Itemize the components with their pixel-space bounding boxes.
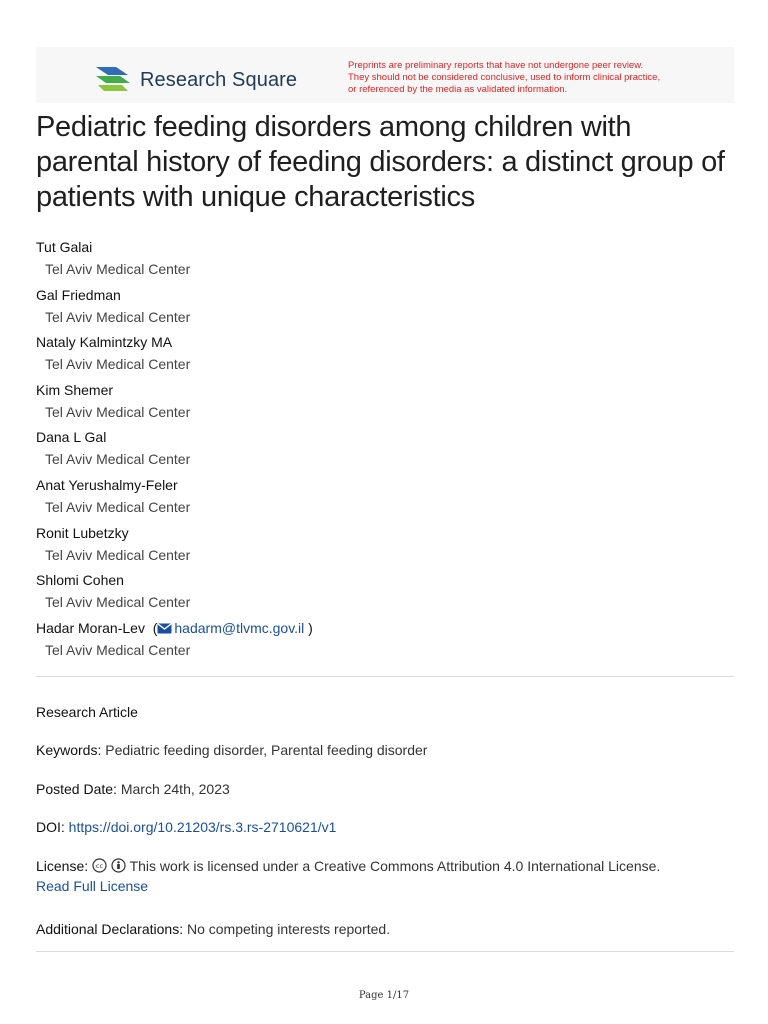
author-affiliation: Tel Aviv Medical Center xyxy=(45,451,191,468)
posted-date-value: March 24th, 2023 xyxy=(120,781,230,797)
research-square-logo-icon xyxy=(94,65,132,93)
author-item xyxy=(36,427,736,475)
doi-label: DOI: xyxy=(36,819,65,835)
keywords-value: Pediatric feeding disorder, Parental feeding disorder xyxy=(105,742,428,758)
envelope-icon xyxy=(157,623,172,634)
article-type xyxy=(36,702,736,722)
author-item xyxy=(36,475,736,523)
posted-date-row xyxy=(36,779,736,799)
author-affiliation: Tel Aviv Medical Center xyxy=(45,594,191,611)
author-item xyxy=(36,237,736,285)
article-title: Pediatric feeding disorders among children with parental history of feeding disorders: a distinct group of patients with unique characteristics xyxy=(36,111,725,213)
declarations-row xyxy=(36,919,736,939)
author-affiliation: Tel Aviv Medical Center xyxy=(45,356,191,373)
keywords-label: Keywords: xyxy=(36,742,102,758)
author-name: Nataly Kalmintzky MA xyxy=(36,334,173,351)
preprint-disclaimer: Preprints are preliminary reports that have not undergone peer review. They should not be considered conclusive, used to inform clinical practice, or referenced by the media as validated information. xyxy=(348,60,661,95)
svg-text:cc: cc xyxy=(95,862,104,871)
author-name: Kim Shemer xyxy=(36,381,114,398)
brand-name: Research Square xyxy=(140,69,298,91)
author-affiliation: Tel Aviv Medical Center xyxy=(45,403,191,420)
email-close-paren: ) xyxy=(304,619,313,636)
email-open-paren: ( xyxy=(148,619,158,636)
license-text: This work is licensed under a Creative Commons Attribution 4.0 International License. xyxy=(129,858,661,874)
declarations-label: Additional Declarations: xyxy=(36,921,184,937)
author-affiliation: Tel Aviv Medical Center xyxy=(45,308,191,325)
author-item xyxy=(36,285,736,333)
author-affiliation: Tel Aviv Medical Center xyxy=(45,498,191,515)
doi-link[interactable]: https://doi.org/10.21203/rs.3.rs-2710621/v1 xyxy=(68,819,337,835)
header-banner xyxy=(36,47,734,103)
author-affiliation: Tel Aviv Medical Center xyxy=(45,546,191,563)
author-list xyxy=(36,237,736,665)
read-full-license-link[interactable]: Read Full License xyxy=(36,878,149,894)
declarations-value: No competing interests reported. xyxy=(186,921,391,937)
author-item xyxy=(36,618,736,666)
author-name: Ronit Lubetzky xyxy=(36,524,129,541)
author-name: Gal Friedman xyxy=(36,286,121,303)
creative-commons-icon xyxy=(92,858,107,873)
author-name: Shlomi Cohen xyxy=(36,572,124,589)
divider-bottom xyxy=(36,951,734,952)
author-item xyxy=(36,523,736,571)
posted-date-label: Posted Date: xyxy=(36,781,117,797)
author-item xyxy=(36,332,736,380)
author-email-link[interactable]: hadarm@tlvmc.gov.il xyxy=(174,619,305,636)
author-name-corresponding xyxy=(36,618,736,640)
author-name: Tut Galai xyxy=(36,239,93,255)
keywords-row xyxy=(36,740,736,760)
divider-top xyxy=(36,676,734,677)
license-row xyxy=(36,856,736,896)
article-type-label: Research Article xyxy=(36,704,138,720)
doi-row xyxy=(36,817,736,837)
attribution-icon xyxy=(111,858,126,873)
author-affiliation: Tel Aviv Medical Center xyxy=(45,641,191,658)
author-affiliation: Tel Aviv Medical Center xyxy=(45,261,191,277)
author-name: Anat Yerushalmy-Feler xyxy=(36,476,178,493)
author-item xyxy=(36,380,736,428)
page-number: Page 1/17 xyxy=(358,990,410,1001)
author-name: Dana L Gal xyxy=(36,429,107,446)
author-item xyxy=(36,570,736,618)
author-name: Hadar Moran-Lev xyxy=(36,619,145,636)
license-label: License: xyxy=(36,858,89,874)
